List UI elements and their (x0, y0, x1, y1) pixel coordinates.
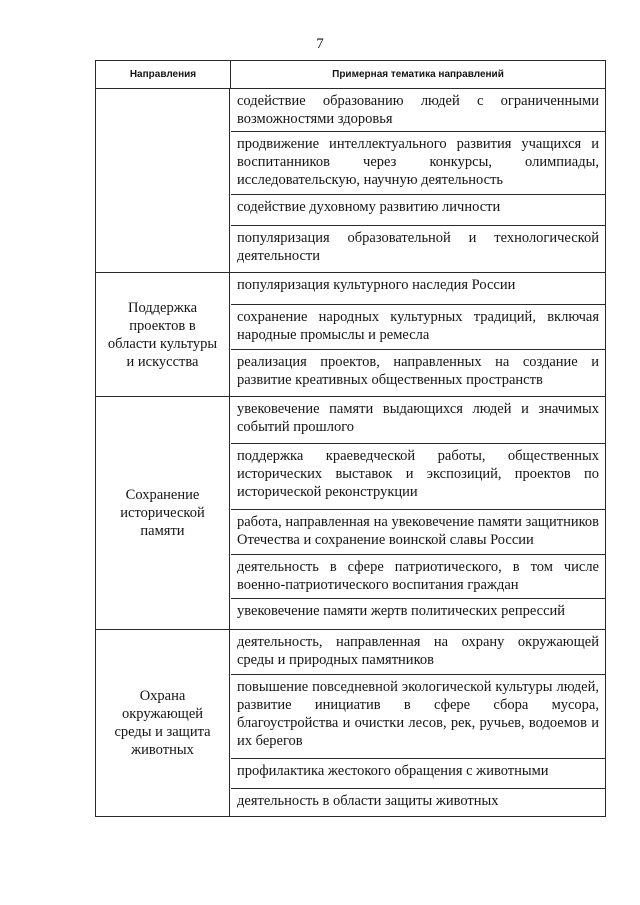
topic-item: сохранение народных культурных традиций, включая народные промыслы и ремесла (231, 304, 605, 349)
topic-item: увековечение памяти жертв политических репрессий (231, 598, 605, 629)
topics-column (231, 397, 605, 629)
direction-cell: Поддержка проектов в области культуры и искусства (96, 273, 230, 396)
table-group (96, 89, 605, 272)
header-topics: Примерная тематика направлений (332, 69, 504, 80)
topic-item: содействие духовному развитию личности (231, 194, 605, 225)
topic-item: работа, направленная на увековечение памяти защитников Отечества и сохранение воинской славы России (231, 509, 605, 554)
direction-cell (96, 89, 230, 272)
table-header (96, 61, 605, 89)
topic-item: популяризация образовательной и технологической деятельности (231, 225, 605, 272)
table-group (96, 272, 605, 396)
topic-item: профилактика жестокого обращения с животными (231, 758, 605, 788)
topics-column (231, 89, 605, 272)
table-group (96, 396, 605, 629)
topics-column (231, 630, 605, 816)
direction-cell: Охрана окружающей среды и защита животных (96, 630, 230, 816)
topic-item: повышение повседневной экологической культуры людей, развитие инициатив в сфере сбора мусора, благоустройства и очистки лесов, рек, ручьев, водоемов и их берегов (231, 674, 605, 758)
topic-item: реализация проектов, направленных на создание и развитие креативных общественных пространств (231, 349, 605, 396)
topic-item: деятельность в области защиты животных (231, 788, 605, 817)
topic-item: популяризация культурного наследия России (237, 277, 516, 293)
topic-item: деятельность, направленная на охрану окружающей среды и природных памятников (237, 634, 599, 668)
topics-column (231, 273, 605, 396)
directions-table (95, 60, 606, 817)
direction-cell: Сохранение исторической памяти (96, 397, 230, 629)
topic-item: поддержка краеведческой работы, общественных исторических выставок и экспозиций, проектов по исторической реконструкции (231, 443, 605, 509)
topic-item: содействие образованию людей с ограниченными возможностями здоровья (237, 93, 599, 127)
page-number: 7 (316, 36, 324, 52)
topic-item: увековечение памяти выдающихся людей и значимых событий прошлого (237, 401, 599, 435)
topic-item: деятельность в сфере патриотического, в том числе военно-патриотического воспитания граждан (231, 554, 605, 598)
topic-item: продвижение интеллектуального развития учащихся и воспитанников через конкурсы, олимпиады, исследовательскую, научную деятельность (231, 131, 605, 194)
table-group (96, 629, 605, 816)
header-directions: Направления (96, 61, 231, 88)
